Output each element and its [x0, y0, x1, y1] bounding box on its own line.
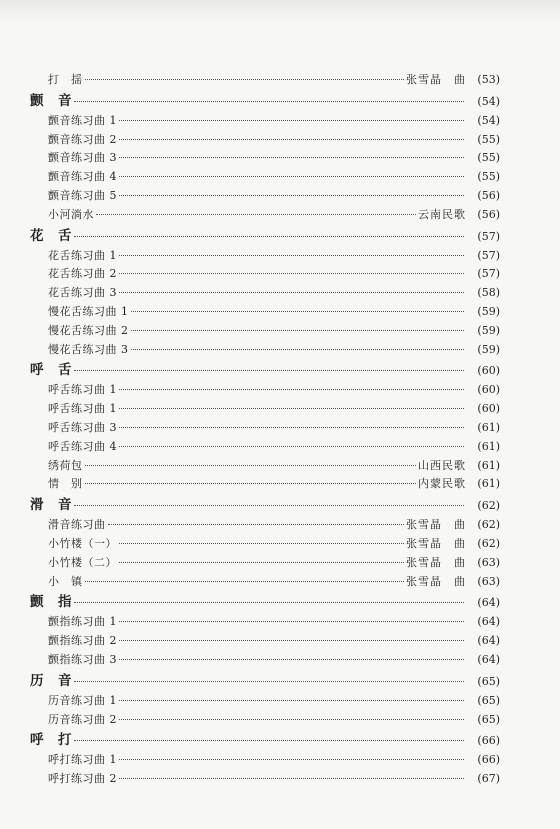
toc-entry[interactable]	[30, 692, 500, 711]
toc-entry-title: 呼 舌	[30, 362, 72, 379]
dot-leader	[119, 427, 464, 428]
toc-entry-page-number: (63)	[477, 555, 500, 569]
toc-entry-page-number: (64)	[477, 634, 500, 648]
toc-entry-title: 颤音练习曲 1	[48, 113, 117, 127]
toc-entry-page-number: (63)	[477, 574, 500, 588]
dot-leader	[74, 740, 464, 741]
dot-leader	[85, 465, 417, 466]
toc-section-heading[interactable]	[30, 670, 500, 692]
toc-entry-title: 颤音练习曲 2	[48, 132, 117, 146]
toc-entry-title: 花舌练习曲 1	[48, 248, 117, 262]
toc-entry[interactable]	[30, 457, 500, 476]
toc-entry[interactable]	[30, 651, 500, 670]
toc-entry-title: 颤音练习曲 3	[48, 151, 117, 165]
toc-entry-title: 颤指练习曲 1	[48, 615, 117, 629]
toc-section-heading[interactable]	[30, 729, 500, 751]
toc-entry-page-number: (65)	[477, 674, 500, 688]
toc-entry-page-number: (66)	[477, 734, 500, 748]
toc-entry[interactable]	[30, 168, 500, 187]
dot-leader	[74, 101, 464, 102]
dot-leader	[74, 370, 464, 371]
toc-entry[interactable]	[30, 303, 500, 322]
dot-leader	[131, 330, 465, 331]
toc-entry[interactable]	[30, 187, 500, 206]
dot-leader	[119, 778, 464, 779]
toc-entry-title: 打 揺	[48, 73, 83, 86]
dot-leader	[119, 120, 464, 121]
toc-entry-page-number: (65)	[477, 693, 500, 707]
dot-leader	[119, 759, 464, 760]
dot-leader	[119, 292, 464, 293]
toc-entry-page-number: (53)	[477, 73, 500, 86]
toc-entry-page-number: (60)	[477, 364, 500, 378]
toc-entry-page-number: (57)	[477, 229, 500, 243]
dot-leader	[119, 719, 464, 720]
toc-entry-page-number: (56)	[477, 188, 500, 202]
dot-leader	[119, 408, 464, 409]
toc-entry-page-number: (54)	[477, 113, 500, 127]
toc-entry-page-number: (64)	[477, 652, 500, 666]
dot-leader	[119, 562, 404, 563]
toc-entry-composer: 张雪晶 曲	[406, 574, 466, 588]
toc-entry-title: 颤指练习曲 2	[48, 634, 117, 648]
toc-entry-page-number: (61)	[477, 458, 500, 472]
toc-entry-title: 颤指练习曲 3	[48, 652, 117, 666]
toc-entry[interactable]	[30, 112, 500, 131]
toc-entry-title: 呼舌练习曲 1	[48, 383, 117, 397]
toc-entry-page-number: (62)	[477, 536, 500, 550]
dot-leader	[119, 621, 464, 622]
toc-section-heading[interactable]	[30, 359, 500, 381]
toc-entry[interactable]	[30, 770, 500, 789]
toc-entry-page-number: (61)	[477, 420, 500, 434]
toc-entry-title: 情 别	[48, 477, 83, 491]
toc-entry-page-number: (59)	[477, 342, 500, 356]
toc-entry-title: 绣荷包	[48, 458, 83, 472]
toc-entry-title: 小河淌水	[48, 207, 94, 221]
toc-entry-page-number: (55)	[477, 151, 500, 165]
dot-leader	[119, 659, 464, 660]
toc-entry-page-number: (59)	[477, 304, 500, 318]
toc-entry-page-number: (61)	[477, 439, 500, 453]
toc-entry[interactable]	[30, 751, 500, 770]
toc-entry-title: 呼 打	[30, 732, 72, 749]
toc-entry-title: 呼舌练习曲 3	[48, 420, 117, 434]
toc-entry-title: 慢花舌练习曲 2	[48, 323, 129, 337]
toc-entry-page-number: (58)	[477, 286, 500, 300]
toc-entry-page-number: (62)	[477, 499, 500, 513]
toc-entry-title: 历音练习曲 1	[48, 693, 117, 707]
dot-leader	[85, 483, 417, 484]
toc-entry-title: 小竹楼（一）	[48, 536, 117, 550]
toc-section-heading[interactable]	[30, 225, 500, 247]
toc-entry-composer: 张雪晶 曲	[406, 518, 466, 532]
toc-entry-page-number: (66)	[477, 753, 500, 767]
toc-entry[interactable]	[30, 206, 500, 225]
toc-entry-composer: 山西民歌	[418, 458, 466, 472]
dot-leader	[119, 446, 464, 447]
toc-entry-composer: 张雪晶 曲	[406, 555, 466, 569]
toc-entry-composer: 云南民歌	[418, 207, 466, 221]
toc-entry-title: 滑音练习曲	[48, 518, 106, 532]
toc-entry-title: 历 音	[30, 672, 72, 689]
toc-entry[interactable]	[30, 554, 500, 573]
toc-entry-composer: 内蒙民歌	[418, 477, 466, 491]
toc-entry[interactable]	[30, 535, 500, 554]
toc-entry-title: 颤音练习曲 5	[48, 188, 117, 202]
toc-entry-title: 颤音练习曲 4	[48, 170, 117, 184]
toc-entry[interactable]	[30, 284, 500, 303]
toc-entry-composer: 张雪晶 曲	[406, 73, 466, 86]
toc-entry-title: 花舌练习曲 3	[48, 286, 117, 300]
toc-entry-title: 呼打练习曲 2	[48, 772, 117, 786]
toc-entry-page-number: (57)	[477, 248, 500, 262]
toc-entry-title: 呼舌练习曲 1	[48, 402, 117, 416]
toc-entry-title: 小竹楼（二）	[48, 555, 117, 569]
page-top-shadow	[0, 0, 560, 22]
toc-entry-title: 慢花舌练习曲 1	[48, 304, 129, 318]
toc-entry-page-number: (60)	[477, 383, 500, 397]
dot-leader	[96, 214, 416, 215]
dot-leader	[119, 389, 464, 390]
dot-leader	[119, 139, 464, 140]
table-of-contents	[30, 71, 500, 789]
dot-leader	[119, 640, 464, 641]
toc-entry[interactable]	[30, 322, 500, 341]
toc-entry-page-number: (64)	[477, 596, 500, 610]
toc-entry-title: 呼舌练习曲 4	[48, 439, 117, 453]
toc-entry-title: 花舌练习曲 2	[48, 267, 117, 281]
toc-entry-composer: 张雪晶 曲	[406, 536, 466, 550]
toc-section-heading[interactable]	[30, 90, 500, 112]
toc-entry[interactable]	[30, 131, 500, 150]
toc-entry-page-number: (56)	[477, 207, 500, 221]
toc-entry[interactable]	[30, 438, 500, 457]
toc-entry-page-number: (64)	[477, 615, 500, 629]
toc-entry[interactable]	[30, 71, 500, 90]
dot-leader	[74, 236, 464, 237]
toc-entry-page-number: (65)	[477, 712, 500, 726]
toc-entry-page-number: (55)	[477, 170, 500, 184]
dot-leader	[74, 602, 464, 603]
dot-leader	[119, 273, 464, 274]
toc-entry[interactable]	[30, 149, 500, 168]
dot-leader	[85, 581, 405, 582]
toc-entry-page-number: (55)	[477, 132, 500, 146]
toc-entry[interactable]	[30, 573, 500, 592]
toc-entry[interactable]	[30, 711, 500, 730]
toc-entry[interactable]	[30, 247, 500, 266]
toc-entry[interactable]	[30, 516, 500, 535]
dot-leader	[74, 681, 464, 682]
toc-entry-title: 花 舌	[30, 227, 72, 244]
dot-leader	[119, 195, 464, 196]
toc-entry-page-number: (61)	[477, 477, 500, 491]
toc-entry-title: 颤 音	[30, 92, 72, 109]
toc-entry-page-number: (67)	[477, 772, 500, 786]
toc-entry-page-number: (60)	[477, 402, 500, 416]
toc-section-heading[interactable]	[30, 494, 500, 516]
dot-leader	[131, 349, 465, 350]
dot-leader	[131, 311, 465, 312]
toc-entry-title: 历音练习曲 2	[48, 712, 117, 726]
dot-leader	[119, 255, 464, 256]
toc-entry-title: 慢花舌练习曲 3	[48, 342, 129, 356]
toc-entry-title: 颤 指	[30, 594, 72, 611]
toc-entry[interactable]	[30, 381, 500, 400]
dot-leader	[119, 543, 404, 544]
toc-section-heading[interactable]	[30, 591, 500, 613]
toc-entry[interactable]	[30, 475, 500, 494]
dot-leader	[85, 79, 405, 80]
toc-entry[interactable]	[30, 400, 500, 419]
toc-entry-title: 滑 音	[30, 497, 72, 514]
toc-entry[interactable]	[30, 419, 500, 438]
toc-entry[interactable]	[30, 632, 500, 651]
toc-entry-page-number: (54)	[477, 94, 500, 108]
toc-entry[interactable]	[30, 265, 500, 284]
toc-entry[interactable]	[30, 613, 500, 632]
toc-entry-page-number: (62)	[477, 518, 500, 532]
dot-leader	[119, 176, 464, 177]
toc-entry-title: 小 镇	[48, 574, 83, 588]
dot-leader	[108, 524, 405, 525]
toc-entry-page-number: (59)	[477, 323, 500, 337]
toc-entry[interactable]	[30, 341, 500, 360]
dot-leader	[119, 157, 464, 158]
dot-leader	[74, 505, 464, 506]
dot-leader	[119, 700, 464, 701]
toc-entry-page-number: (57)	[477, 267, 500, 281]
toc-entry-title: 呼打练习曲 1	[48, 753, 117, 767]
